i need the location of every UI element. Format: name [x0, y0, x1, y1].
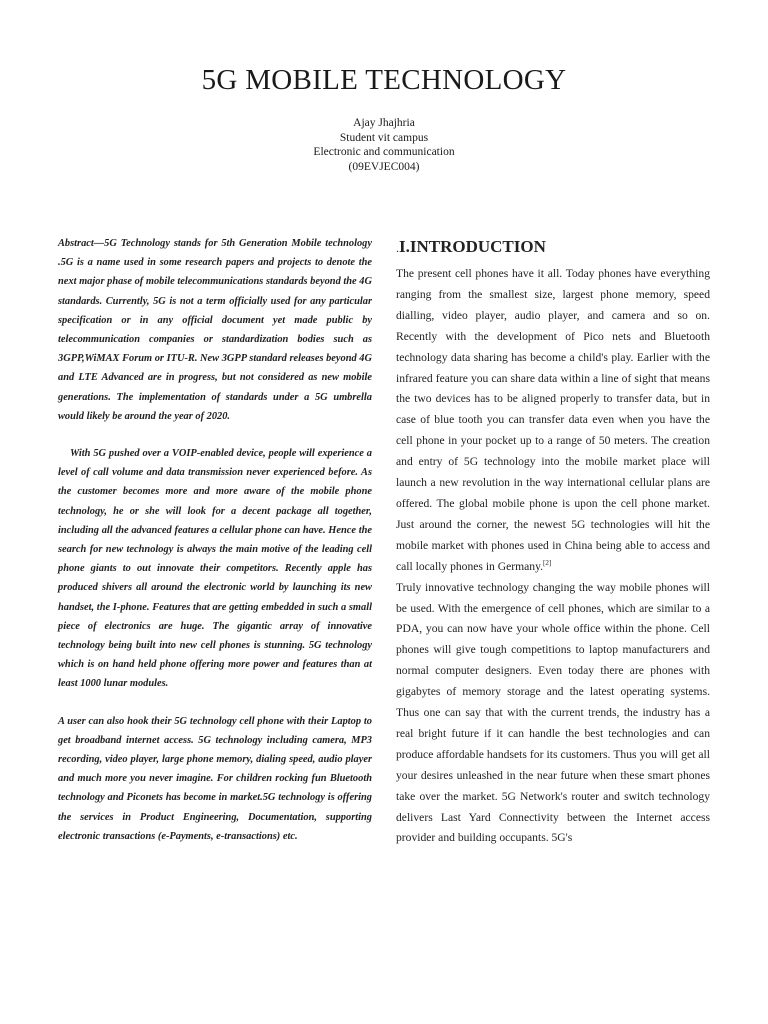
author-block	[0, 116, 768, 174]
left-column	[58, 234, 372, 864]
intro-paragraph-text: The present cell phones have it all. Today phones have everything ranging from the smallest size, largest phone memory, speed dialling, video player, audio player, and camera and so on. Recently with the development of Pico nets and Bluetooth technology data sharing has become a child's play. Earlier with the infrared feature you can share data within a line of sight that means the two devices has to be aligned properly to transfer data, but in case of blue tooth you can transfer data even when you have the cell phone in your pocket up to a range of 50 meters. The creation and entry of 5G technology into the mobile market place will launch a new revolution in the way international cellular plans are offered. The global mobile phone is upon the cell phone market. Just around the corner, the newest 5G technologies will hit the mobile market with phones used in China being able to access and call locally phones in Germany.	[396, 267, 710, 573]
intro-paragraph: Truly innovative technology changing the way mobile phones will be used. With the emergence of cell phones, which are similar to a PDA, you can now have your whole office within the phone. Cell phones will give tough competitions to laptop manufacturers and normal computer designers. Even today there are phones with gigabytes of memory storage and the latest operating systems. Thus one can say that with the current trends, the industry has a real bright future if it can handle the best technologies and can produce affordable handsets for its customers. Thus you will get all your desires unleashed in the near future when these smart phones take over the market. 5G Network's router and switch technology delivers Last Yard Connectivity between the Internet access provider and building occupants. 5G's	[396, 580, 710, 845]
author-id: (09EVJEC004)	[348, 160, 420, 173]
body-paragraph: A user can also hook their 5G technology cell phone with their Laptop to get broadband internet access. 5G technology including camera, MP3 recording, video player, large phone memory, dialing speed, audio player and much more you never imagine. For children rocking fun Bluetooth technology and Piconets has become in market.5G technology is offering the services in Product Engineering, Documentation, supporting electronic transactions (e-Payments, e-transactions) etc.	[58, 715, 372, 842]
citation-reference: [2]	[543, 558, 552, 567]
intro-paragraph	[396, 264, 710, 578]
author-affiliation: Student vit campus	[339, 131, 429, 144]
paper-title: 5G MOBILE TECHNOLOGY	[201, 64, 567, 96]
author-department: Electronic and communication	[313, 146, 455, 158]
heading-prefix: .	[396, 241, 399, 255]
author-name: Ajay Jhajhria	[353, 117, 415, 129]
heading-text: I.INTRODUCTION	[399, 237, 546, 256]
abstract-paragraph: Abstract—5G Technology stands for 5th Generation Mobile technology .5G is a name used in some research papers and projects to denote the next major phase of mobile telecommunications standards beyond the 4G standards. Currently, 5G is not a term officially used for any particular specification or in any official document yet made public by telecommunication companies or standardization bodies such as 3GPP,WiMAX Forum or ITU-R. New 3GPP standard releases beyond 4G and LTE Advanced are in progress, but not considered as new mobile generations. The implementation of standards under a 5G umbrella would likely be around the year of 2020.	[58, 238, 372, 422]
section-heading	[396, 234, 710, 261]
body-paragraph: With 5G pushed over a VOIP-enabled device, people will experience a level of call volume and data transmission never experienced before. As the customer becomes more and more aware of the mobile phone technology, he or she will look for a decent package all together, including all the advanced features a cellular phone can have. Hence the search for new technology is always the main motive of the leading cell phone giants to out innovate their competitors. Recently apple has produced shivers all around the electronic world by launching its new handset, the I-phone. Features that are getting embedded in such a small piece of electronics are huge. The gigantic array of innovative technology being built into new cell phones is stunning. 5G technology which is on hand held phone offering more power and features than at least 1000 lunar modules.	[58, 448, 372, 690]
right-column	[396, 234, 710, 849]
